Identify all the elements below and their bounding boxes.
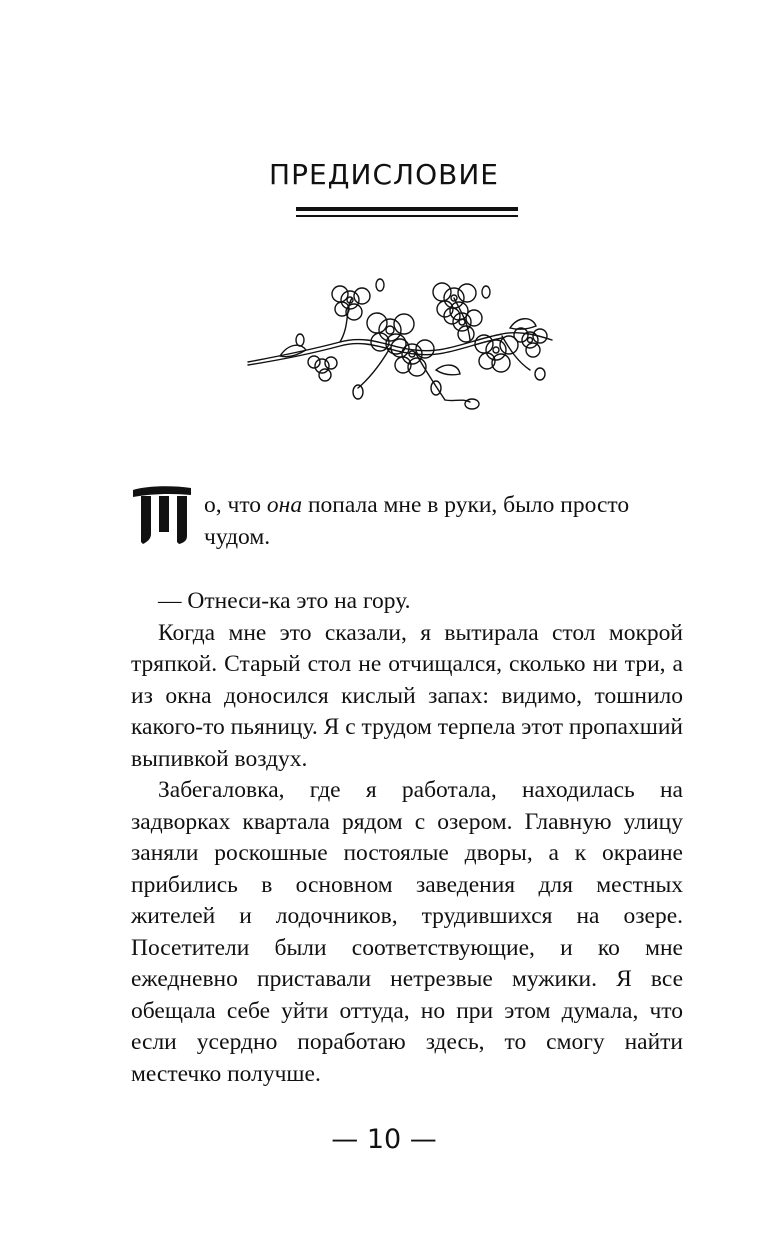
opening-line-1 — [204, 490, 684, 522]
drop-cap-letter — [131, 484, 193, 546]
opening-text-start: о, что — [204, 492, 267, 518]
rule-thick-line — [296, 207, 518, 211]
opening-italic-word: она — [266, 492, 303, 518]
page-number: — 10 — — [331, 1124, 437, 1155]
body-text — [131, 586, 683, 1090]
title-double-rule — [296, 207, 518, 218]
chapter-title: ПРЕДИСЛОВИЕ — [269, 158, 499, 191]
opening-paragraph — [204, 490, 684, 553]
rule-thin-line — [296, 215, 518, 217]
cherry-blossom-branch-icon — [240, 270, 560, 420]
paragraph-dialogue: — Отнеси-ка это на гору. — [158, 588, 411, 614]
paragraph-tavern: Забегаловка, где я работала, находилась на задворках квартала рядом с озером. Главную улицу заняли роскошные постоялые дворы, а к окраине прибились в основном заведения для местных жителей и лодочников, трудившихся на озере. Посетители были соответствующие, и ко мне ежедневно приставали нетрезвые мужики. Я все обещала себе уйти оттуда, но при этом думала, что если усердно поработаю здесь, то смогу найти местечко получше. — [131, 777, 683, 1087]
opening-text-end: попала мне в руки, было просто — [302, 492, 630, 518]
opening-line-2: чудом. — [204, 523, 271, 550]
paragraph-table: Когда мне это сказали, я вытирала стол мокрой тряпкой. Старый стол не отчищался, сколько ни три, а из окна доносился кислый запах: видимо, тошнило какого-то пьяницу. Я с трудом терпела этот пропахший выпивкой воздух. — [131, 619, 683, 772]
